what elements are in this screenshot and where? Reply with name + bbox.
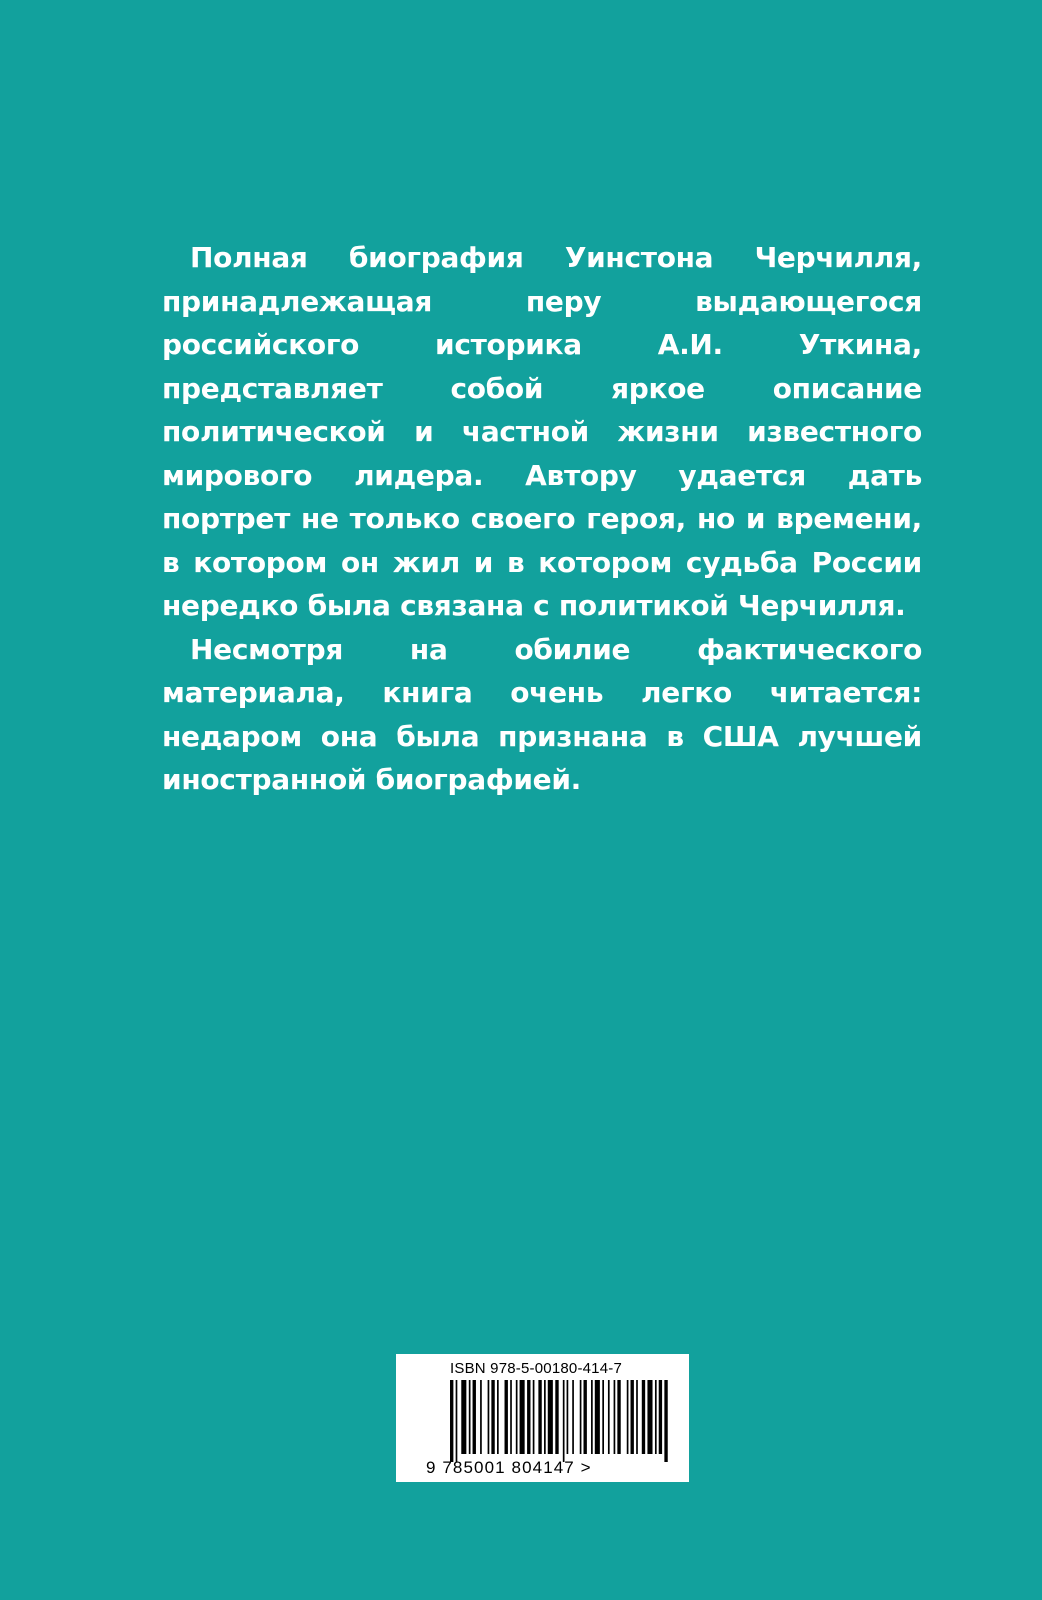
isbn-barcode-label: [396, 1354, 689, 1482]
barcode-digits: 9 785001 804147 >: [426, 1458, 592, 1477]
blurb-text: [162, 236, 922, 802]
barcode-icon: [450, 1380, 670, 1462]
isbn-number: ISBN 978-5-00180-414-7: [450, 1360, 623, 1377]
blurb-paragraph-2: Несмотря на обилие фактического материала, книга очень легко читается: недаром она была признана в США лучшей иностранной биографией.: [162, 632, 922, 796]
blurb-paragraph-1: Полная биография Уинстона Черчилля, принадлежащая перу выдающегося российского историка А.И. Уткина, представляет собой яркое описание политической и частной жизни известного мирового лидера. Автору удается дать портрет не только своего героя, но и времени, в котором он жил и в котором судьба России нередко была связана с политикой Черчилля.: [162, 241, 922, 622]
